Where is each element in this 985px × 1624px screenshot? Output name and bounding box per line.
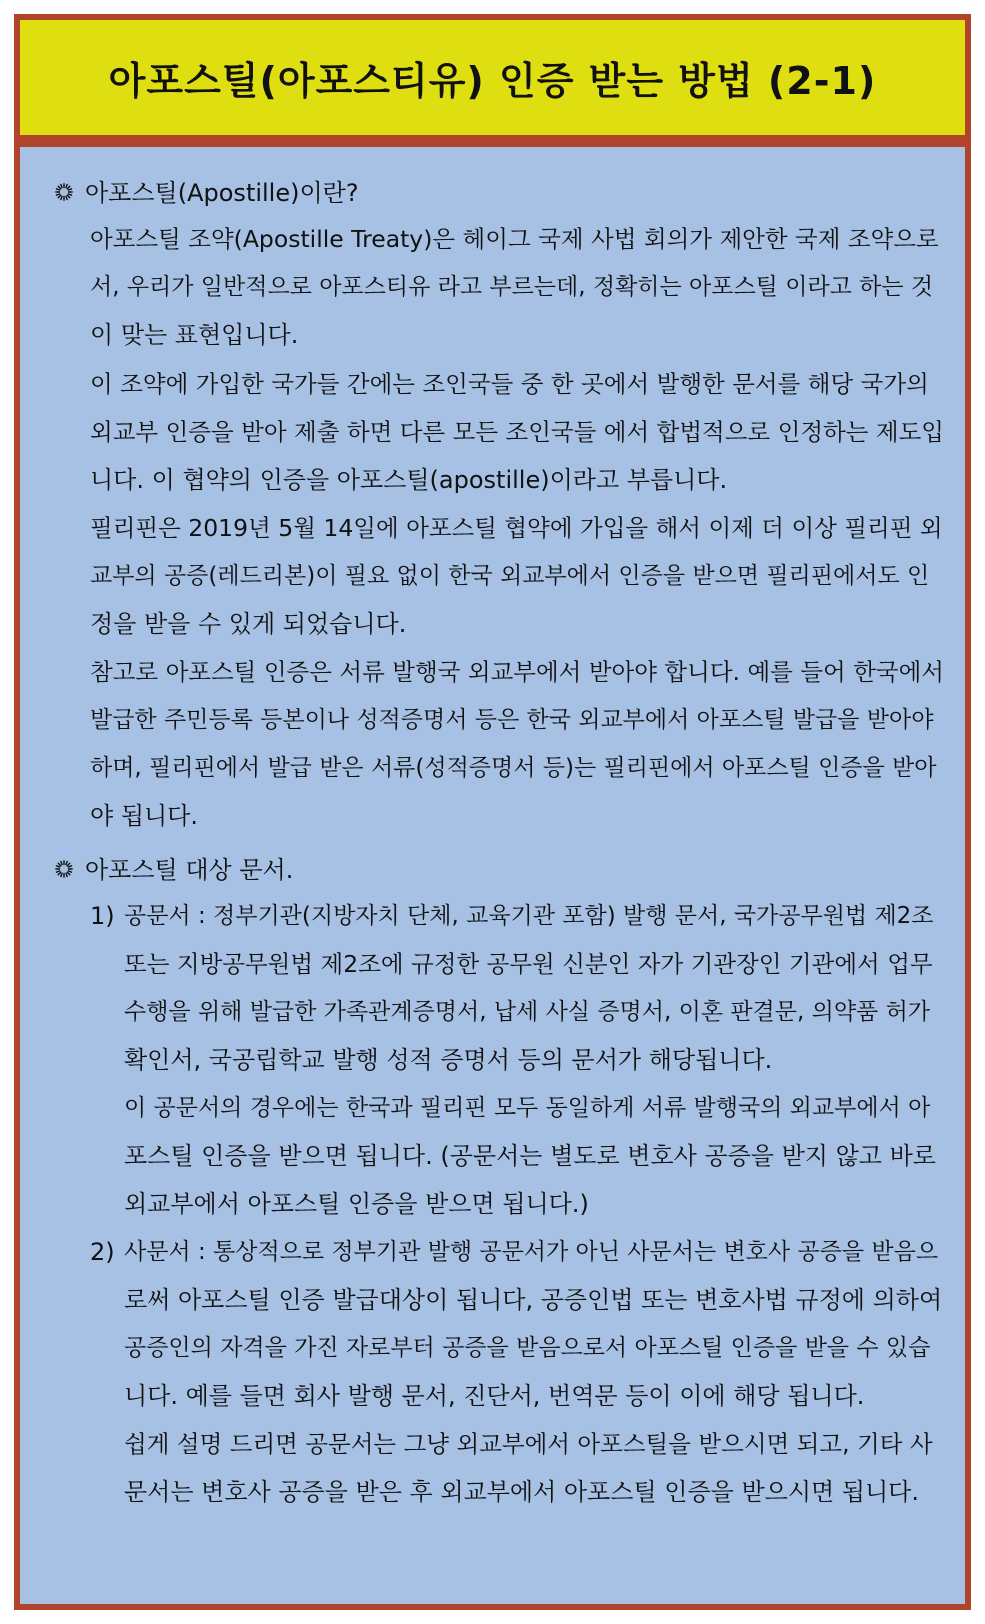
paragraph-line: 교부의 공증(레드리본)이 필요 없이 한국 외교부에서 인증을 받으면 필리핀에서도 인 xyxy=(90,563,930,589)
list-item-number: 2) xyxy=(90,1238,115,1266)
section-heading-apostille xyxy=(55,173,359,208)
paragraph-line: 하며, 필리핀에서 발급 받은 서류(성적증명서 등)는 필리핀에서 아포스틸 인증을 받아 xyxy=(90,755,937,781)
paragraph-line: 발급한 주민등록 등본이나 성적증명서 등은 한국 외교부에서 아포스틸 발급을 받아야 xyxy=(90,707,934,733)
page-title: 아포스틸(아포스티유) 인증 받는 방법 (2-1) xyxy=(108,59,877,103)
paragraph-line: 아포스틸 조약(Apostille Treaty)은 헤이그 국제 사법 회의가 제안한 국제 조약으로 xyxy=(90,225,939,253)
section-heading-text: 아포스틸 대상 문서. xyxy=(85,856,294,884)
section-heading-text: 아포스틸(Apostille)이란? xyxy=(85,179,359,207)
list-item-line: 또는 지방공무원법 제2조에 규정한 공무원 신분인 자가 기관장인 기관에서 업무 xyxy=(124,950,933,978)
paragraph-line: 니다. 이 협약의 인증을 아포스틸(apostille)이라고 부릅니다. xyxy=(90,466,728,494)
list-item-line: 공문서 : 정부기관(지방자치 단체, 교육기관 포함) 발행 문서, 국가공무원법 제2조 xyxy=(124,903,934,929)
list-item-number: 1) xyxy=(90,902,115,930)
starburst-bullet-icon xyxy=(55,183,73,201)
content-panel xyxy=(20,147,965,1604)
paragraph-line: 정을 받을 수 있게 되었습니다. xyxy=(90,610,407,638)
list-item-line: 이 공문서의 경우에는 한국과 필리핀 모두 동일하게 서류 발행국의 외교부에서 아 xyxy=(124,1095,931,1121)
list-item-line: 확인서, 국공립학교 발행 성적 증명서 등의 문서가 해당됩니다. xyxy=(124,1046,773,1074)
list-item-line: 공증인의 자격을 가진 자로부터 공증을 받음으로서 아포스틸 인증을 받을 수 있습 xyxy=(124,1335,931,1361)
paragraph-line: 이 조약에 가입한 국가들 간에는 조인국들 중 한 곳에서 발행한 문서를 해당 국가의 xyxy=(90,370,929,398)
paragraph-line: 참고로 아포스틸 인증은 서류 발행국 외교부에서 받아야 합니다. 예를 들어 한국에서 xyxy=(90,658,945,686)
list-item-line: 니다. 예를 들면 회사 발행 문서, 진단서, 번역문 등이 이에 해당 됩니다. xyxy=(124,1382,865,1410)
paragraph-line: 외교부 인증을 받아 제출 하면 다른 모든 조인국들 에서 합법적으로 인정하는 제도입 xyxy=(90,418,945,446)
list-item-line: 포스틸 인증을 받으면 됩니다. (공문서는 별도로 변호사 공증을 받지 않고 바로 xyxy=(124,1142,936,1170)
list-item-line: 사문서 : 통상적으로 정부기관 발행 공문서가 아닌 사문서는 변호사 공증을 받음으 xyxy=(124,1239,939,1265)
list-item-line: 쉽게 설명 드리면 공문서는 그냥 외교부에서 아포스틸을 받으시면 되고, 기타 사 xyxy=(124,1430,933,1458)
paragraph-line: 야 됩니다. xyxy=(90,802,198,830)
list-item-line: 수행을 위해 발급한 가족관계증명서, 납세 사실 증명서, 이혼 판결문, 의약품 허가 xyxy=(124,999,931,1025)
section-heading-target-documents xyxy=(55,850,293,885)
list-item-line: 외교부에서 아포스틸 인증을 받으면 됩니다.) xyxy=(124,1190,589,1218)
paragraph-line: 필리핀은 2019년 5월 14일에 아포스틸 협약에 가입을 해서 이제 더 이상 필리핀 외 xyxy=(90,514,943,542)
list-item-line: 로써 아포스틸 인증 발급대상이 됩니다, 공증인법 또는 변호사법 규정에 의하여 xyxy=(124,1286,943,1314)
paragraph-line: 이 맞는 표현입니다. xyxy=(90,321,299,349)
title-banner xyxy=(20,20,965,135)
paragraph-line: 서, 우리가 일반적으로 아포스티유 라고 부르는데, 정확히는 아포스틸 이라고 하는 것 xyxy=(90,274,934,300)
list-item-line: 문서는 변호사 공증을 받은 후 외교부에서 아포스틸 인증을 받으시면 됩니다. xyxy=(124,1478,919,1506)
starburst-bullet-icon xyxy=(55,860,73,878)
